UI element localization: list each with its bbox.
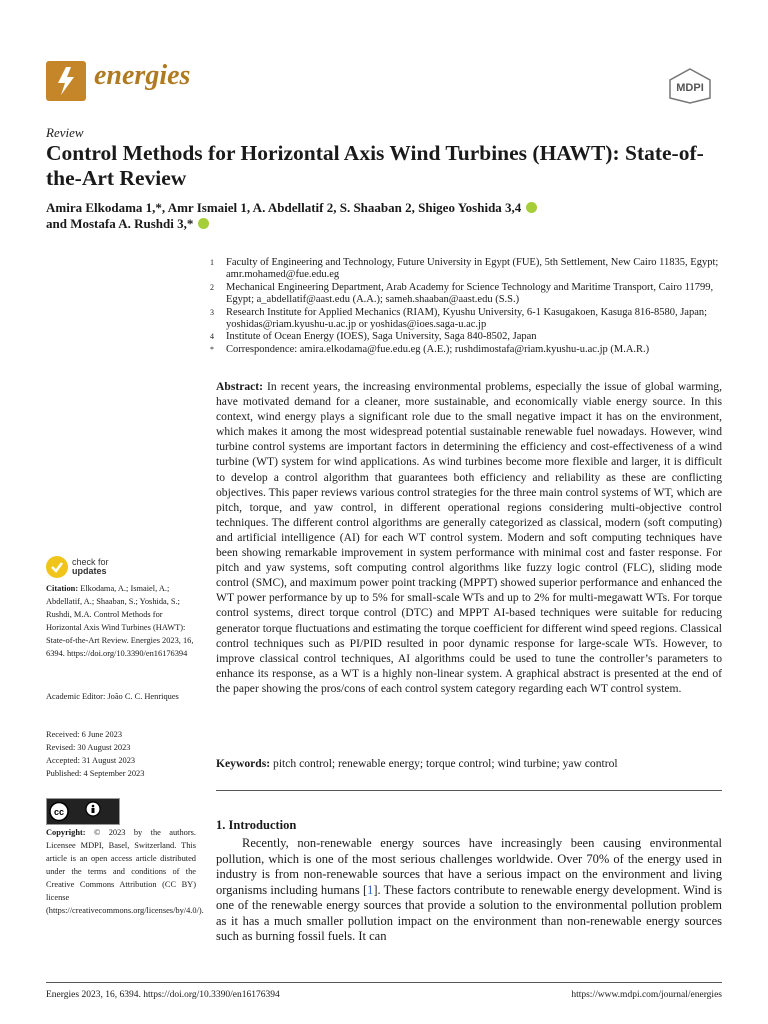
keywords-label: Keywords: bbox=[216, 757, 271, 770]
author-list bbox=[46, 200, 736, 232]
authors-line-2: and Mostafa A. Rushdi 3,* bbox=[46, 216, 736, 232]
correspondence: * Correspondence: amira.elkodama@fue.edu.eg (A.E.); rushdimostafa@riam.kyushu-u.ac.jp (M.A.R.) bbox=[210, 343, 650, 355]
abstract bbox=[216, 379, 722, 696]
abstract-text: In recent years, the increasing environmental problems, especially the issue of global warming, have motivated demand for a cleaner, more sustainable, and economically viable energy source. In this context, wind energy plays a significant role due to the small negative impact it has on the environment, which makes it among the most widespread potential sustainable renewable fuel nowadays. However, wind turbine control systems are important factors in determining the efficiency and cost-effectiveness of a wind turbine (WT) system for wind applications. As wind turbines become more flexible and larger, it is difficult to develop a control algorithm that guarantees both efficiency and reliability as these are conflicting objectives. This paper reviews various control strategies for the three main control systems of WT, which are pitch, torque, and yaw control, in different operational regions considering multi-objective control techniques. The different control algorithms are generally categorized as classical, modern (soft computing) and artificial intelligence (AI) for each WT control system. Modern and soft computing techniques have been showing remarkable improvement in system performance with minimal cost and faster response. For pitch and yaw systems, soft computing control algorithms like fuzzy logic control (FLC), sliding mode control (SMC), and maximum power point tracking (MPPT) showed superior performance and enhanced the WT power performance by up to 5% for small-scale WTs and up to 2% for multi-megawatt WTs. For torque control systems, direct torque control (DTC) and MPPT AI-based techniques were suitable for reducing generator torque fluctuations and estimating the torque coefficient for different wind speed regions. Classical control techniques such as PI/PID resulted in poor dynamic response for large-scale WTs. However, to improve classical control techniques, AI algorithms could be used to tune the controller’s parameters to enhance its response, as a WT is a highly non-linear system. A graphical abstract is presented at the end of the paper showing the pros/cons of each control system category regarding each WT control system. bbox=[216, 380, 722, 695]
journal-logo-icon bbox=[46, 61, 86, 101]
article-type: Review bbox=[46, 125, 84, 140]
received-date: Received: 6 June 2023 bbox=[46, 730, 123, 739]
revised-date: Revised: 30 August 2023 bbox=[46, 743, 131, 752]
copyright-block bbox=[46, 826, 204, 917]
accepted-date: Accepted: 31 August 2023 bbox=[46, 756, 136, 765]
affiliation-item: 1 Faculty of Engineering and Technology, Future University in Egypt (FUE), 5th Settlement, New Cairo 11835, Egypt; amr.mohamed@fue.edu.eg bbox=[210, 257, 719, 281]
article-title: Control Methods for Horizontal Axis Wind Turbines (HAWT): State-of-the-Art Review bbox=[46, 141, 704, 190]
copyright-text: © 2023 by the authors. Licensee MDPI, Basel, Switzerland. This article is an open access article distributed under the terms and conditions of the Creative Commons Attribution (CC BY) license (https://creativecommons.org/licenses/by/4.0/). bbox=[46, 828, 204, 915]
citation-link[interactable]: 1 bbox=[367, 882, 374, 897]
footer-journal-url[interactable]: https://www.mdpi.com/journal/energies bbox=[571, 990, 722, 1000]
orcid-icon[interactable] bbox=[198, 218, 209, 229]
affiliation-item: 3 Research Institute for Applied Mechanics (RIAM), Kyushu University, 6-1 Kasugakoen, Kasuga 816-8580, Japan; yoshidas@riam.kyushu-u.ac.jp or yoshidas@ioes.saga-u.ac.jp bbox=[210, 306, 708, 331]
introduction-text: Recently, non-renewable energy sources have increasingly been causing environmental pollution, which is one of the most serious challenges worldwide. Over 70% of the energy used in industry is from non-renewable sources that have a serious impact on the environment and living organisms including humans [1]. These factors contribute to renewable energy development. Wind is one of the renewable energy sources that provide a solution to the environmental pollution problem as it has a much smaller pollution impact on the environment than non-renewable energy sources such as burning fossil fuels. It can bbox=[216, 836, 722, 943]
keywords bbox=[216, 757, 722, 770]
academic-editor: Academic Editor: João C. C. Henriques bbox=[46, 692, 179, 701]
svg-text:cc: cc bbox=[53, 807, 65, 817]
check-for-updates-badge[interactable]: check for updates bbox=[46, 556, 196, 578]
orcid-icon[interactable] bbox=[526, 202, 537, 213]
footer-citation[interactable]: Energies 2023, 16, 6394. https://doi.org/10.3390/en16176394 bbox=[46, 990, 280, 1000]
section-heading: 1. Introduction bbox=[216, 818, 297, 832]
affiliations bbox=[210, 257, 730, 356]
svg-text:MDPI: MDPI bbox=[676, 82, 704, 94]
journal-name: energies bbox=[94, 60, 191, 91]
keywords-text: pitch control; renewable energy; torque control; wind turbine; yaw control bbox=[273, 757, 618, 770]
section-divider bbox=[216, 790, 722, 791]
mdpi-logo bbox=[668, 68, 712, 104]
copyright-label: Copyright: bbox=[46, 828, 86, 837]
abstract-label: Abstract: bbox=[216, 380, 264, 393]
published-date: Published: 4 September 2023 bbox=[46, 769, 145, 778]
citation-label: Citation: bbox=[46, 584, 79, 593]
affiliation-item: 2 Mechanical Engineering Department, Arab Academy for Science Technology and Maritime Transport, Cairo 11799, Egypt; a_abdellatif@aast.edu (A.A.); sameh.shaaban@aast.edu (S.S.) bbox=[210, 281, 714, 306]
authors-line-1: Amira Elkodama 1,*, Amr Ismaiel 1, A. Abdellatif 2, S. Shaaban 2, Shigeo Yoshida 3,4 bbox=[46, 200, 736, 216]
check-icon bbox=[46, 556, 68, 578]
dates-block bbox=[46, 728, 196, 780]
citation-text: Elkodama, A.; Ismaiel, A.; Abdellatif, A.; Shaaban, S.; Yoshida, S.; Rushdi, M.A. Control Methods for Horizontal Axis Wind Turbines (HAWT): State-of-the-Art Review. Energies 2023, 16, 6394. https://doi.org/10.3390/en16176394 bbox=[46, 584, 194, 658]
cc-by-license-icon[interactable] bbox=[46, 798, 120, 825]
affiliation-item: 4 Institute of Ocean Energy (IOES), Saga University, Saga 840-8502, Japan bbox=[210, 331, 537, 343]
footer-divider bbox=[46, 982, 722, 983]
citation-block bbox=[46, 582, 196, 660]
